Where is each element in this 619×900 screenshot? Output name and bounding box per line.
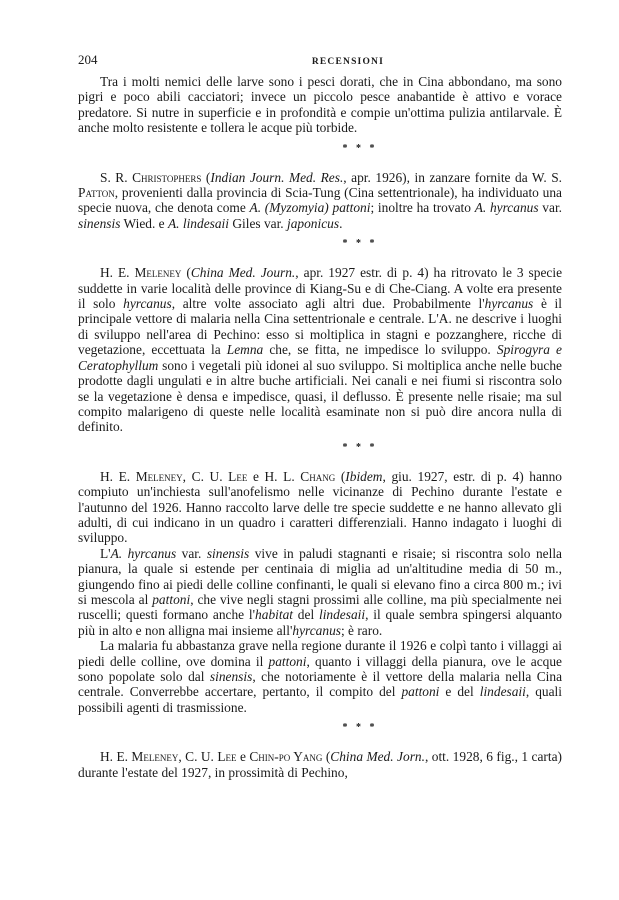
text: , quanto i villaggi della pianura, ove le acque sono popolate solo dal <box>78 653 562 684</box>
term: habitat <box>255 607 293 623</box>
species-name: A. (Myzomyia) pattoni <box>249 200 371 216</box>
species-name: lindesaii <box>318 607 366 623</box>
species-name: A. hyrcanus <box>474 200 539 216</box>
section-separator: * * * <box>342 722 378 734</box>
text: La malaria fu abbastanza grave nella regione durante il 1926 e colpì tanto i villaggi ai piedi delle colline, ove domina il <box>78 638 562 669</box>
author: S. R. Christophers <box>100 169 202 185</box>
species-name: A. hyrcanus <box>110 545 177 561</box>
text: ( <box>322 749 331 765</box>
species-name: hyrcanus <box>484 296 534 312</box>
species-name: hyrcanus <box>292 622 341 638</box>
text: , quali possibili agenti di trasmissione. <box>78 684 562 715</box>
page-header <box>78 52 562 68</box>
text: è il principale vettore di malaria nella Cina settentrionale e centrale. L'A. ne descrive i luoghi di sviluppo nell'area di Pechino: esso si moltiplica in stagni e pozzanghere, ricche di vegetazione, eccettuata la <box>78 296 562 358</box>
text: var. <box>176 545 207 561</box>
review-meleney-lee-chang <box>78 469 562 546</box>
text: che, se fitta, ne impedisce lo sviluppo. <box>263 342 497 358</box>
author: C. U. Lee <box>191 468 248 484</box>
paragraph-hyrcanus-habitat <box>78 546 562 638</box>
text: , provenienti dalla provincia di Scia-Tung (Cina settentrionale), ha individuato una specie nuova, che denota come <box>78 185 562 216</box>
text: e <box>247 468 265 484</box>
plant-name: Spirogyra e Ceratophyllum <box>78 342 562 373</box>
ibidem: Ibidem <box>345 468 383 484</box>
author: H. E. Meleney <box>100 468 183 484</box>
text: e del <box>439 684 480 700</box>
journal-title: China Med. Jorn. <box>330 749 425 765</box>
author: H. E. Meleney <box>100 749 179 765</box>
review-christophers <box>78 170 562 232</box>
text: L' <box>100 545 111 561</box>
journal-title: China Med. Journ. <box>190 265 296 281</box>
plant-name: Lemna <box>226 342 264 358</box>
text: , apr. 1927 estr. di p. 4) ha ritrovato le 3 specie suddette in varie località delle province di Kiang-Su e di Che-Ciang. A volte era presente il solo <box>78 265 563 312</box>
text: , <box>178 749 186 765</box>
text: del <box>293 607 319 623</box>
review-meleney-1 <box>78 265 562 434</box>
section-separator: * * * <box>342 441 378 453</box>
author: H. E. Meleney <box>100 265 182 281</box>
text: ( <box>181 265 191 281</box>
species-name: A. lindesaii <box>167 215 229 231</box>
text: e <box>236 749 250 765</box>
species-name: pattoni <box>152 591 191 607</box>
page-number: 204 <box>78 52 98 67</box>
variety-name: sinensis <box>206 545 250 561</box>
journal-title: Indian Journ. Med. Res. <box>210 169 344 185</box>
text: , che notoriamente è il vettore della malaria nella Cina centrale. Converrebbe accertare, pertanto, il compito del <box>78 669 563 700</box>
text: sono i vegetali più idonei al suo sviluppo. Si moltiplica anche nelle buche prodotte dagli ungulati e in altre buche artificiali. Nei canali e nei fiumi si riscontra solo se la vegetazione è densa e impedisce, quasi, il deflusso. È presente nelle risaie; ma sul compito malarigeno di queste nelle località esaminate non si può dire ancora nulla di definito. <box>78 357 562 435</box>
text: ( <box>201 169 211 185</box>
author: H. L. Chang <box>264 468 336 484</box>
section-separator: * * * <box>342 238 378 250</box>
author: Patton <box>78 185 115 201</box>
running-title: RECENSIONI <box>311 57 384 67</box>
paragraph-malaria-1926 <box>78 638 562 715</box>
text: vive in paludi stagnanti e risaie; si riscontra solo nella pianura, la quale si estende per centinaia di miglia ad un'altitudine media di 50 m., giungendo fino ai piedi delle colline confinanti, le quali si elevano fino a circa 800 m.; ivi si mescola al <box>78 545 562 607</box>
author: C. U. Lee <box>185 749 237 765</box>
species-name: pattoni <box>268 653 307 669</box>
text: ; inoltre ha trovato <box>370 200 475 216</box>
text: Wied. e <box>120 215 168 231</box>
text: , ott. 1928, 6 fig., 1 carta) durante l'estate del 1927, in prossimità di Pechino, <box>78 749 563 780</box>
text: ; è raro. <box>340 622 383 638</box>
species-name: lindesaii <box>479 684 526 700</box>
text: , apr. 1926), in zanzare fornite da W. S. <box>343 169 562 185</box>
variety-name: sinensis <box>78 215 121 231</box>
text: ( <box>335 468 346 484</box>
section-separator: * * * <box>342 142 378 154</box>
species-name: hyrcanus <box>123 296 172 312</box>
text: , il quale sembra spingersi alquanto più in alto e non alligna mai insieme all' <box>78 607 563 638</box>
species-name: sinensis <box>209 669 253 684</box>
author: Chin-po Yang <box>249 749 323 765</box>
text: var. <box>538 200 563 216</box>
species-name: pattoni <box>401 684 440 700</box>
text: Giles var. <box>228 215 287 231</box>
review-meleney-lee-yang <box>78 749 562 780</box>
text: , altre volte associato agli altri due. Probabilmente l' <box>171 296 485 312</box>
text: , giu. 1927, estr. di p. 4) hanno compiuto un'inchiesta sull'anofelismo nelle vicinanze di Pechino durante l'estate e l'autunno del 1926. Hanno raccolto larve delle tre specie suddette e ne hanno allevato gli adulti, di cui indicano in un quadro i caratteri differenziali. Hanno indagato i luoghi di sviluppo. <box>78 468 562 546</box>
text: . <box>339 215 343 231</box>
review-body <box>78 74 562 780</box>
variety-name: japonicus <box>287 215 340 231</box>
text: , che vive negli stagni prossimi alle colline, ma più specialmente nei ruscelli; questi formano anche l' <box>78 591 562 623</box>
text: , <box>182 468 192 484</box>
paragraph-fish-predators: Tra i molti nemici delle larve sono i pesci dorati, che in Cina abbondano, ma sono pigri e poco abili cacciatori; invece un piccolo pesce anabantide è attivo e vorace predatore. Si nutre in superficie e in profondità e compie un'ottima pulizia antilarvale. È anche molto resistente e tollera le acque più torbide. <box>78 74 562 136</box>
